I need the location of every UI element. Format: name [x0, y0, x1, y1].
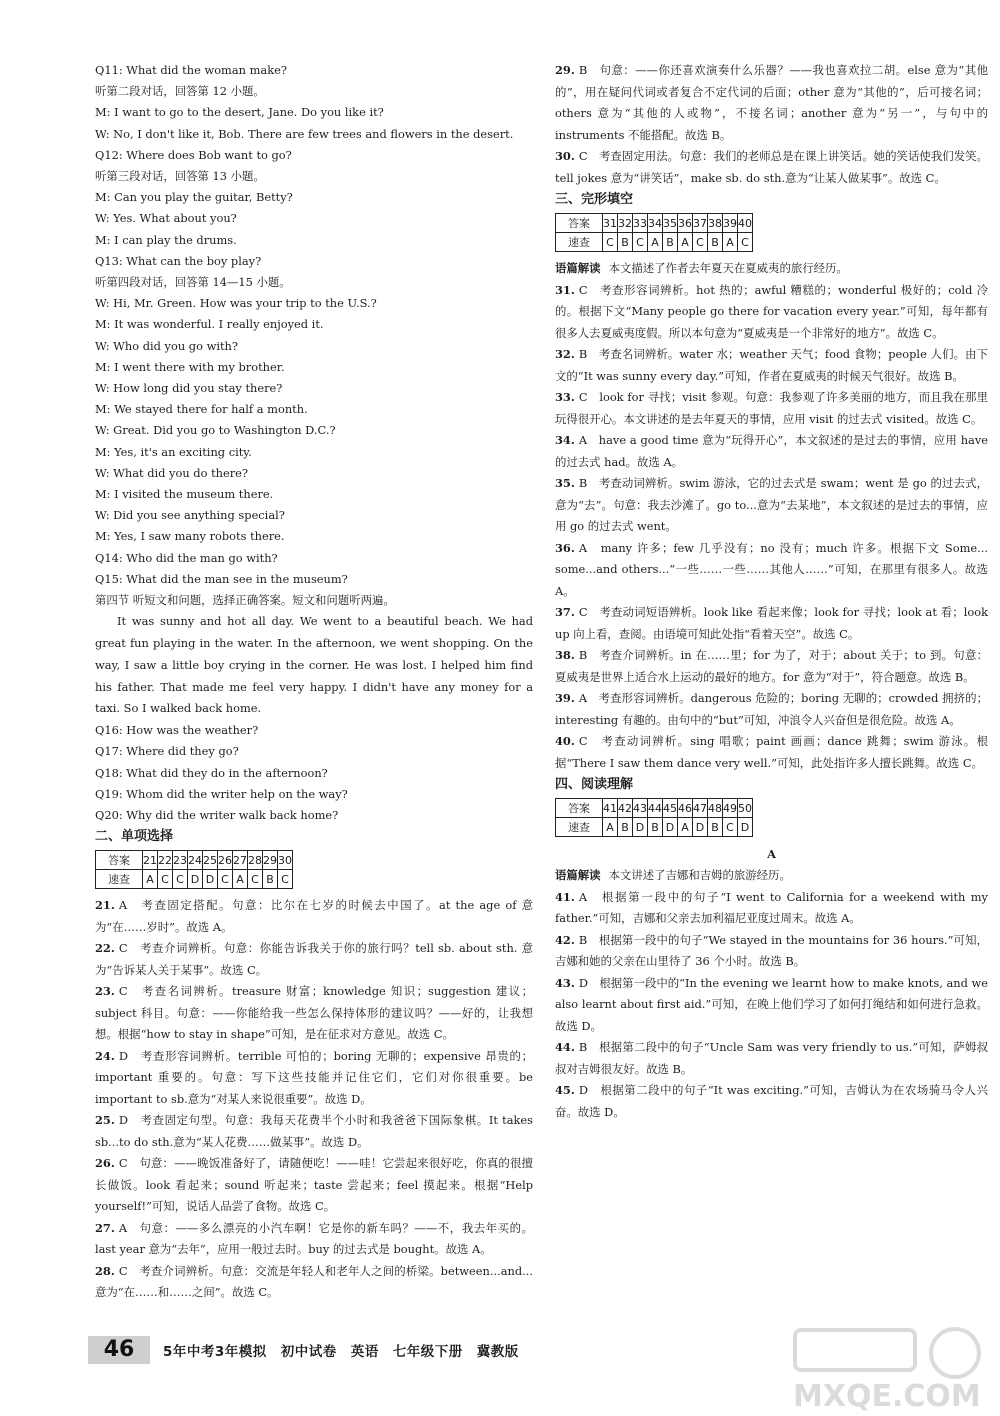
question-number-cell: 48: [708, 799, 723, 818]
question-number-cell: 33: [633, 214, 648, 233]
item-text: D 根据第二段中的句子“It was exciting.”可知，吉姆认为在农场骑马令人兴奋。故选 D。: [555, 1083, 988, 1119]
script-line: Q15: What did the man see in the museum?: [95, 571, 348, 586]
item-text: A many 许多；few 几乎没有；no 没有；much 许多。根据下文 Some... some...and others...“一些……一些……其他人……”可知，在那里有很多人。故选 A。: [555, 540, 988, 598]
question-number-cell: 39: [723, 214, 738, 233]
question-number-cell: 36: [678, 214, 693, 233]
explanation-item: [555, 688, 988, 731]
page-footer: [88, 1336, 558, 1366]
left-column: [95, 60, 533, 1304]
item-text: D 根据第一段中的“In the evening we learnt how to make knots, and we also learnt about first aid.”可知，在晚上他们学习了如何打绳结和如何进行急救。故选 D。: [555, 975, 988, 1033]
answer-cell: D: [203, 870, 218, 889]
question-line: Q17: Where did they go?: [95, 744, 239, 759]
explanation-item: [555, 430, 988, 473]
question-number-cell: 22: [158, 851, 173, 870]
answer-cell: D: [663, 818, 678, 837]
explanation-item: [95, 981, 533, 1046]
explanation-item: [555, 1037, 988, 1080]
item-number: 29.: [555, 63, 575, 77]
item-number: 28.: [95, 1263, 115, 1278]
item-text: C 句意：——晚饭准备好了，请随便吃！——哇！它尝起来很好吃，你真的很擅长做饭。look 看起来；sound 听起来；taste 尝起来；feel 摸起来。根据“Help yourself!”可知，说话人品尝了食物。故选 C。: [95, 1156, 533, 1214]
item-number: 32.: [555, 347, 575, 361]
script-line: M: Can you play the guitar, Betty?: [95, 190, 293, 205]
section-4-summary: [555, 865, 988, 887]
script-line: W: How long did you stay there?: [95, 381, 283, 396]
answer-cell: D: [633, 818, 648, 837]
script-line: W: Who did you go with?: [95, 338, 238, 353]
question-number-cell: 27: [233, 851, 248, 870]
explanation-item: [555, 731, 988, 774]
listening-passage: It was sunny and hot all day. We went to a beautiful beach. We had great fun playing in the water. In the afternoon, we went shopping. On the way, I saw a little boy crying in the corner. He was lost. I helped him find his father. That made me feel very happy. I didn't have any money for a taxi. So I walked back home.: [95, 614, 533, 716]
question-number-cell: 23: [173, 851, 188, 870]
lookup-label: 速查: [556, 818, 603, 837]
question-line: Q20: Why did the writer walk back home?: [95, 808, 339, 823]
summary-label: 语篇解读: [555, 868, 601, 882]
item-number: 39.: [555, 691, 575, 705]
script-line: 听第三段对话，回答第 13 小题。: [95, 169, 265, 184]
section-2-heading: 二、单项选择: [95, 829, 174, 845]
explanation-item: [555, 1080, 988, 1123]
script-line: M: Yes, it's an exciting city.: [95, 444, 252, 459]
item-number: 21.: [95, 898, 115, 913]
explanation-item: [555, 280, 988, 345]
item-number: 25.: [95, 1113, 115, 1128]
item-number: 36.: [555, 540, 575, 555]
question-number-cell: 31: [603, 214, 618, 233]
explanation-item: [95, 1218, 533, 1261]
item-text: A 句意：——多么漂亮的小汽车啊！它是你的新车吗？——不，我去年买的。last year 意为“去年”，应用一般过去时。buy 的过去式是 bought。故选 A。: [95, 1220, 533, 1257]
answer-cell: A: [723, 233, 738, 252]
item-text: D 考查形容词辨析。terrible 可怕的；boring 无聊的；expensive 昂贵的；important 重要的。句意：写下这些技能并记住它们，它们对你很重要。be important to sb.意为“对某人来说很重要”。故选 D。: [95, 1048, 533, 1106]
script-line: M: I visited the museum there.: [95, 487, 274, 502]
item-number: 31.: [555, 282, 575, 297]
answer-cell: C: [738, 233, 753, 252]
explanation-item: [555, 645, 988, 688]
item-text: A 考查形容词辨析。dangerous 危险的；boring 无聊的；crowded 拥挤的；interesting 有趣的。由句中的“but”可知，冲浪令人兴奋但是很危险。故选 A。: [555, 691, 988, 727]
summary-label: 语篇解读: [555, 261, 601, 275]
section-4-heading: 四、阅读理解: [555, 777, 634, 792]
item-text: C 考查介词辨析。句意：交流是年轻人和老年人之间的桥梁。between...and...意为“在……和……之间”。故选 C。: [95, 1263, 533, 1300]
section-4-answer-table: [555, 798, 753, 837]
item-text: A 根据第一段中的句子“I went to California for a weekend with my father.”可知，吉娜和父亲去加利福尼亚度过周末。故选 A。: [555, 889, 988, 925]
question-number-cell: 47: [693, 799, 708, 818]
question-number-cell: 30: [278, 851, 293, 870]
item-text: C 考查动词辨析。sing 唱歌；paint 画画；dance 跳舞；swim 游泳。根据“There I saw them dance very well.”可知，此处指许多人擅长跳舞。故选 C。: [555, 734, 988, 770]
answer-cell: B: [648, 818, 663, 837]
answer-cell: B: [618, 818, 633, 837]
explanation-item: [95, 1261, 533, 1304]
item-text: B 考查名词辨析。water 水；weather 天气；food 食物；people 人们。由下文的“It was sunny every day.”可知，作者在夏威夷的时候天气很好。故选 B。: [555, 347, 988, 383]
item-number: 23.: [95, 984, 115, 999]
item-number: 22.: [95, 941, 115, 956]
script-line: W: No, I don't like it, Bob. There are few trees and flowers in the desert.: [95, 126, 514, 141]
item-number: 44.: [555, 1040, 575, 1054]
item-text: C 考查动词短语辨析。look like 看起来像；look for 寻找；look at 看；look up 向上看，查阅。由语境可知此处指“看着天空”。故选 C。: [555, 605, 988, 641]
question-line: Q16: How was the weather?: [95, 723, 259, 738]
section-2-explanations: [95, 895, 533, 1304]
answer-cell: B: [708, 233, 723, 252]
question-number-cell: 42: [618, 799, 633, 818]
item-number: 43.: [555, 975, 575, 990]
book-title: 5年中考3年模拟 初中试卷 英语 七年级下册 冀教版: [163, 1344, 519, 1360]
lookup-label: 速查: [556, 233, 603, 252]
section-4-explanations: [555, 887, 988, 1124]
question-line: Q18: What did they do in the afternoon?: [95, 765, 328, 780]
script-line: M: I want to go to the desert, Jane. Do you like it?: [95, 105, 384, 120]
answer-cell: C: [693, 233, 708, 252]
question-number-cell: 29: [263, 851, 278, 870]
question-number-cell: 37: [693, 214, 708, 233]
question-number-cell: 32: [618, 214, 633, 233]
answer-cell: C: [633, 233, 648, 252]
section-3-explanations: [555, 280, 988, 775]
script-line: Q14: Who did the man go with?: [95, 550, 278, 565]
explanation-item: [95, 895, 533, 938]
answer-cell: C: [218, 870, 233, 889]
lookup-label: 速查: [96, 870, 143, 889]
answer-cell: C: [603, 233, 618, 252]
item-text: C 考查介词辨析。句意：你能告诉我关于你的旅行吗？tell sb. about sth. 意为“告诉某人关于某事”。故选 C。: [95, 941, 533, 977]
item-number: 35.: [555, 476, 575, 490]
explanation-item: [95, 1110, 533, 1153]
explanation-item: [555, 930, 988, 973]
script-line: M: I can play the drums.: [95, 232, 237, 247]
question-number-cell: 43: [633, 799, 648, 818]
item-text: C 考查形容词辨析。hot 热的；awful 糟糕的；wonderful 极好的；cold 冷的。根据下文“Many people go there for vacation every year.”可知，每年都有很多人去夏威夷度假。所以本句意为“夏威夷是一个非常好的地方”。故选 C。: [555, 282, 988, 340]
script-line: Q12: Where does Bob want to go?: [95, 147, 292, 162]
answer-cell: C: [173, 870, 188, 889]
explanation-item: [555, 538, 988, 603]
explanation-item: [555, 973, 988, 1038]
script-line: 听第二段对话，回答第 12 小题。: [95, 84, 265, 99]
script-line: W: What did you do there?: [95, 465, 249, 480]
explanation-item: [555, 387, 988, 430]
item-text: B 考查动词辨析。swim 游泳，它的过去式是 swam；went 是 go 的过去式，意为“去”。句意：我去沙滩了。go to...意为“去某地”，本文叙述的是过去的事情，应用 go 的过去式 went。: [555, 476, 988, 533]
answer-label: 答案: [96, 851, 143, 870]
question-number-cell: 26: [218, 851, 233, 870]
item-number: 27.: [95, 1220, 115, 1235]
question-number-cell: 49: [723, 799, 738, 818]
question-number-cell: 40: [738, 214, 753, 233]
item-number: 40.: [555, 734, 575, 748]
explanation-item: [555, 602, 988, 645]
watermark-text: MXQE.COM: [793, 1379, 981, 1413]
answer-cell: A: [648, 233, 663, 252]
answer-cell: B: [708, 818, 723, 837]
question-number-cell: 35: [663, 214, 678, 233]
answer-cell: D: [738, 818, 753, 837]
item-number: 38.: [555, 648, 575, 662]
question-number-cell: 38: [708, 214, 723, 233]
question-number-cell: 45: [663, 799, 678, 818]
explanation-item: [555, 344, 988, 387]
answer-cell: C: [723, 818, 738, 837]
item-text: C 考查固定用法。句意：我们的老师总是在课上讲笑话。她的笑话使我们发笑。tell jokes 意为“讲笑话”，make sb. do sth.意为“让某人做某事”。故选 C。: [555, 149, 988, 185]
listening-script: [95, 60, 533, 611]
script-line: W: Great. Did you go to Washington D.C.?: [95, 423, 336, 438]
answer-label: 答案: [556, 214, 603, 233]
question-number-cell: 50: [738, 799, 753, 818]
item-text: B 根据第二段中的句子“Uncle Sam was very friendly to us.”可知，萨姆叔叔对吉姆很友好。故选 B。: [555, 1040, 988, 1076]
section-3-answer-table: [555, 213, 753, 252]
section-3-heading: 三、完形填空: [555, 192, 634, 207]
item-text: C look for 寻找；visit 参观。句意：我参观了许多美丽的地方，而且我在那里玩得很开心。本文讲述的是去年夏天的事情，应用 visit 的过去式 visited。故选 C。: [555, 390, 988, 426]
item-text: D 考查固定句型。句意：我每天花费半个小时和我爸爸下国际象棋。It takes sb...to do sth.意为“某人花费……做某事”。故选 D。: [95, 1113, 533, 1149]
item-text: A have a good time 意为“玩得开心”，本文叙述的是过去的事情，应用 have 的过去式 had。故选 A。: [555, 433, 988, 469]
explanation-item: [95, 1046, 533, 1111]
script-line: 第四节 听短文和问题，选择正确答案。短文和问题听两遍。: [95, 593, 395, 608]
question-number-cell: 44: [648, 799, 663, 818]
summary-text: 本文讲述了吉娜和吉姆的旅游经历。: [608, 868, 791, 882]
item-number: 30.: [555, 149, 575, 163]
answer-label: 答案: [556, 799, 603, 818]
question-line: Q19: Whom did the writer help on the way?: [95, 786, 348, 801]
item-number: 45.: [555, 1083, 575, 1097]
item-text: B 句意：——你还喜欢演奏什么乐器？——我也喜欢拉二胡。else 意为“其他的”，用在疑问代词或者复合不定代词的后面；other 意为“其他的”，后可接名词；others 意为“其他的人或物”，不接名词；another 意为“另一”，与句中的 instruments 不能搭配。故选 B。: [555, 63, 988, 142]
explanation-item: [555, 887, 988, 930]
explanation-item: [555, 473, 988, 538]
explanation-item: [95, 938, 533, 981]
answer-cell: B: [263, 870, 278, 889]
answer-cell: C: [278, 870, 293, 889]
question-number-cell: 46: [678, 799, 693, 818]
question-number-cell: 25: [203, 851, 218, 870]
item-number: 34.: [555, 433, 575, 447]
item-number: 37.: [555, 605, 575, 619]
page-number: 46: [88, 1336, 150, 1364]
answer-cell: A: [678, 818, 693, 837]
passage-a-label: A: [767, 847, 776, 861]
item-text: C 考查名词辨析。treasure 财富；knowledge 知识；suggestion 建议；subject 科目。句意：——你能给我一些怎么保持体形的建议吗？——好的，让我想想。根据“how to stay in shape”可知，是在征求对方意见。故选 C。: [95, 984, 533, 1042]
script-line: Q11: What did the woman make?: [95, 63, 287, 77]
question-number-cell: 28: [248, 851, 263, 870]
script-line: M: Yes, I saw many robots there.: [95, 529, 285, 544]
explanation-item: [555, 60, 988, 146]
section-2-answer-table: [95, 850, 293, 889]
script-line: M: It was wonderful. I really enjoyed it.: [95, 317, 324, 332]
section-3-summary: [555, 258, 988, 280]
question-number-cell: 41: [603, 799, 618, 818]
item-number: 24.: [95, 1048, 115, 1063]
item-text: B 根据第一段中的句子“We stayed in the mountains for 36 hours.”可知，吉娜和她的父亲在山里待了 36 个小时。故选 B。: [555, 932, 988, 968]
explanation-item: [555, 146, 988, 189]
question-number-cell: 34: [648, 214, 663, 233]
answer-cell: A: [678, 233, 693, 252]
script-line: M: We stayed there for half a month.: [95, 402, 308, 417]
script-line: 听第四段对话，回答第 14—15 小题。: [95, 275, 291, 290]
script-line: W: Hi, Mr. Green. How was your trip to the U.S.?: [95, 296, 377, 311]
question-number-cell: 24: [188, 851, 203, 870]
script-line: W: Yes. What about you?: [95, 211, 237, 226]
item-number: 41.: [555, 889, 575, 904]
item-text: B 考查介词辨析。in 在……里；for 为了，对于；about 关于；to 到。句意：夏威夷是世界上适合水上运动的最好的地方。for 意为“对于”，符合题意。故选 B。: [555, 648, 988, 684]
answer-cell: A: [603, 818, 618, 837]
explanation-item: [95, 1153, 533, 1218]
answer-cell: D: [188, 870, 203, 889]
item-number: 33.: [555, 390, 575, 404]
item-number: 26.: [95, 1156, 115, 1171]
answer-cell: B: [663, 233, 678, 252]
watermark-logo: [785, 1318, 985, 1413]
answer-cell: C: [158, 870, 173, 889]
script-line: W: Did you see anything special?: [95, 508, 285, 523]
summary-text: 本文描述了作者去年夏天在夏威夷的旅行经历。: [608, 261, 848, 275]
script-line: Q13: What can the boy play?: [95, 253, 262, 268]
question-number-cell: 21: [143, 851, 158, 870]
answer-cell: A: [143, 870, 158, 889]
answer-cell: D: [693, 818, 708, 837]
passage-questions: [95, 720, 533, 826]
item-text: A 考查固定搭配。句意：比尔在七岁的时候去中国了。at the age of 意为“在……岁时”。故选 A。: [95, 898, 533, 934]
answer-cell: A: [233, 870, 248, 889]
script-line: M: I went there with my brother.: [95, 359, 285, 374]
item-number: 42.: [555, 932, 575, 947]
section-2-explanations-continued: [555, 60, 988, 189]
answer-cell: C: [248, 870, 263, 889]
answer-cell: B: [618, 233, 633, 252]
right-column: [555, 60, 988, 1123]
